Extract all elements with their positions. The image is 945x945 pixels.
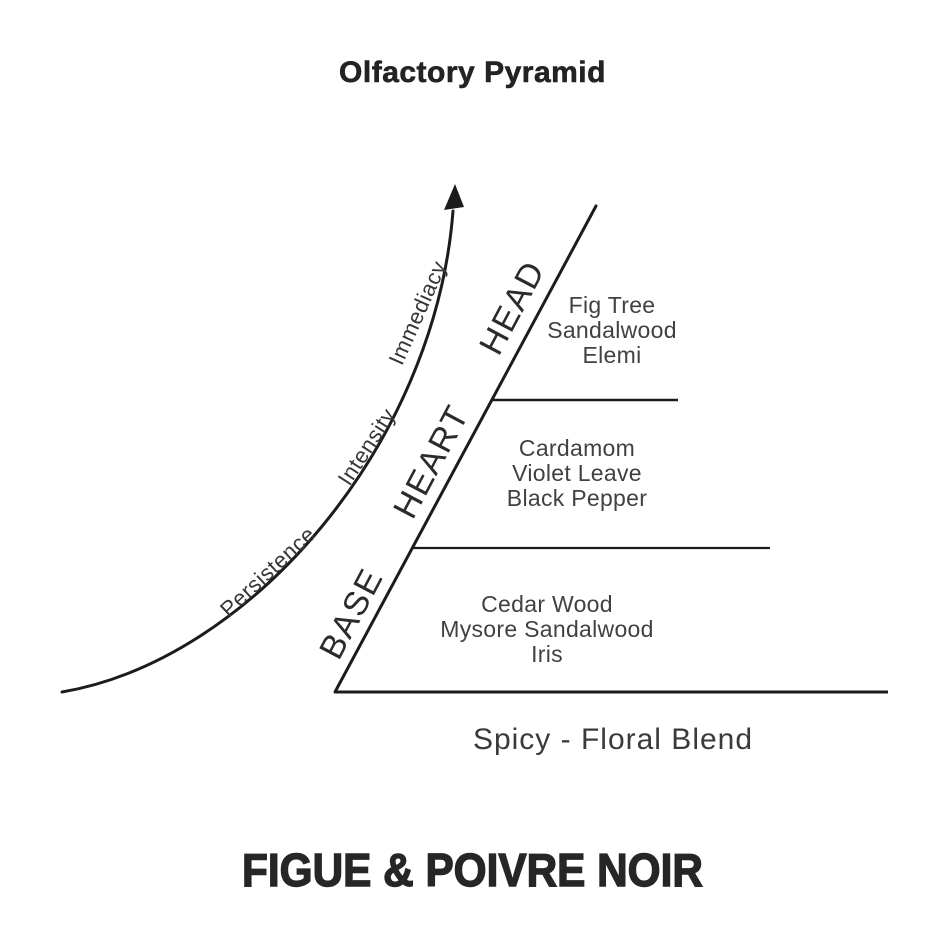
note-line: Violet Leave (512, 460, 642, 486)
heart-notes (427, 436, 727, 511)
note-line: Cedar Wood (481, 591, 613, 617)
level-label-head: HEAD (472, 254, 553, 362)
note-line: Mysore Sandalwood (440, 616, 654, 642)
page-title: Olfactory Pyramid (339, 56, 606, 89)
level-label-base: BASE (312, 562, 392, 666)
base-notes (397, 592, 697, 667)
note-line: Fig Tree (568, 292, 656, 318)
note-line: Cardamom (518, 435, 636, 461)
note-line: Black Pepper (506, 485, 648, 511)
level-label-heart: HEART (386, 398, 478, 525)
arrowhead-icon (444, 184, 464, 210)
progression-curve (62, 211, 453, 692)
head-notes (462, 293, 762, 368)
note-line: Iris (531, 641, 563, 667)
axis-label-persistence: Persistence (215, 521, 321, 622)
axis-label-intensity: Intensity (332, 403, 401, 490)
blend-label: Spicy - Floral Blend (472, 723, 754, 756)
axis-label-immediacy: Immediacy (383, 257, 452, 369)
note-line: Elemi (582, 342, 642, 368)
product-name: FIGUE & POIVRE NOIR (242, 844, 703, 896)
note-line: Sandalwood (547, 317, 677, 343)
